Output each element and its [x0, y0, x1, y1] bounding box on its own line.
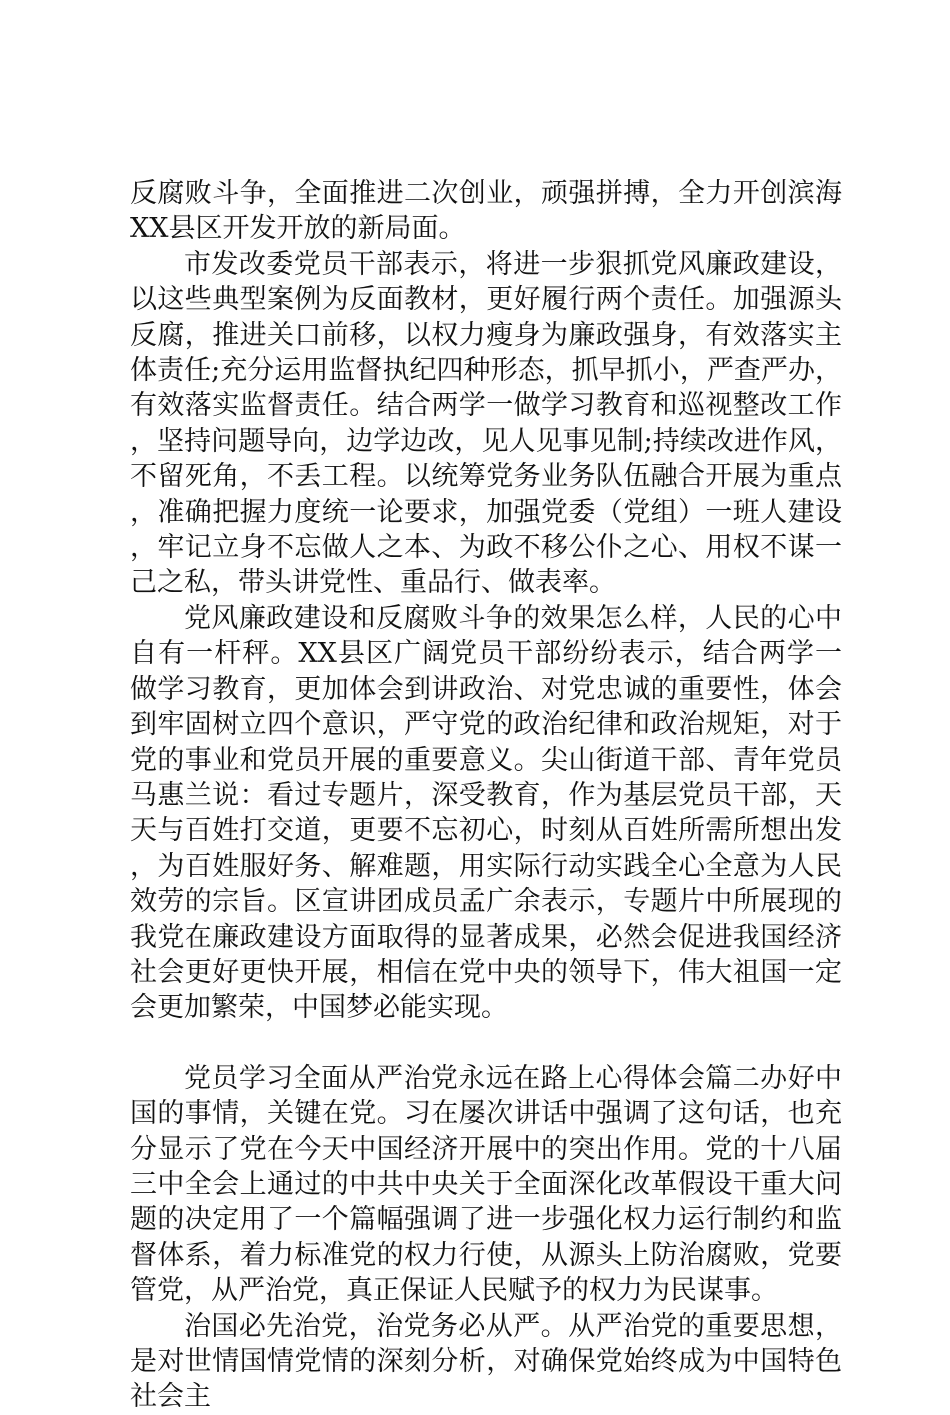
paragraph-governing-party: 治国必先治党，治党务必从严。从严治党的重要思想，是对世情国情党情的深刻分析，对确保党始终成为中国特色社会主 [130, 1310, 842, 1413]
document-body [130, 176, 842, 1415]
paragraph-anti-corruption-effect: 党风廉政建设和反腐败斗争的效果怎么样，人民的心中自有一杆秤。XX县区广阔党员干部纷纷表示，结合两学一做学习教育，更加体会到讲政治、对党忠诚的重要性，体会到牢固树立四个意识，严守党的政治纪律和政治规矩，对于党的事业和党员开展的重要意义。尖山街道干部、青年党员马惠兰说：看过专题片，深受教育，作为基层党员干部，天天与百姓打交道，更要不忘初心，时刻从百姓所需所想出发，为百姓服好务、解难题，用实际行动实践全心全意为人民效劳的宗旨。区宣讲团成员孟广余表示，专题片中所展现的我党在廉政建设方面取得的显著成果，必然会促进我国经济社会更好更快开展，相信在党中央的领导下，伟大祖国一定会更加繁荣，中国梦必能实现。 [130, 602, 842, 1024]
paragraph-continued: 反腐败斗争，全面推进二次创业，顽强拼搏，全力开创滨海XX县区开发开放的新局面。 [130, 178, 842, 245]
paragraph-article-two: 党员学习全面从严治党永远在路上心得体会篇二办好中国的事情，关键在党。习在屡次讲话中强调了这句话，也充分显示了党在今天中国经济开展中的突出作用。党的十八届三中全会上通过的中共中央关于全面深化改革假设干重大问题的决定用了一个篇幅强调了进一步强化权力运行制约和监督体系，着力标准党的权力行使，从源头上防治腐败，党要管党，从严治党，真正保证人民赋予的权力为民谋事。 [130, 1062, 842, 1307]
paragraph-development-commission: 市发改委党员干部表示，将进一步狠抓党风廉政建设，以这些典型案例为反面教材，更好履行两个责任。加强源头反腐，推进关口前移，以权力瘦身为廉政强身，有效落实主体责任;充分运用监督执纪四种形态，抓早抓小，严查严办，有效落实监督责任。结合两学一做学习教育和巡视整改工作，坚持问题导向，边学边改，见人见事见制;持续改进作风，不留死角，不丢工程。以统筹党务业务队伍融合开展为重点，准确把握力度统一论要求，加强党委（党组）一班人建设，牢记立身不忘做人之本、为政不移公仆之心、用权不谋一己之私，带头讲党性、重品行、做表率。 [130, 248, 842, 599]
